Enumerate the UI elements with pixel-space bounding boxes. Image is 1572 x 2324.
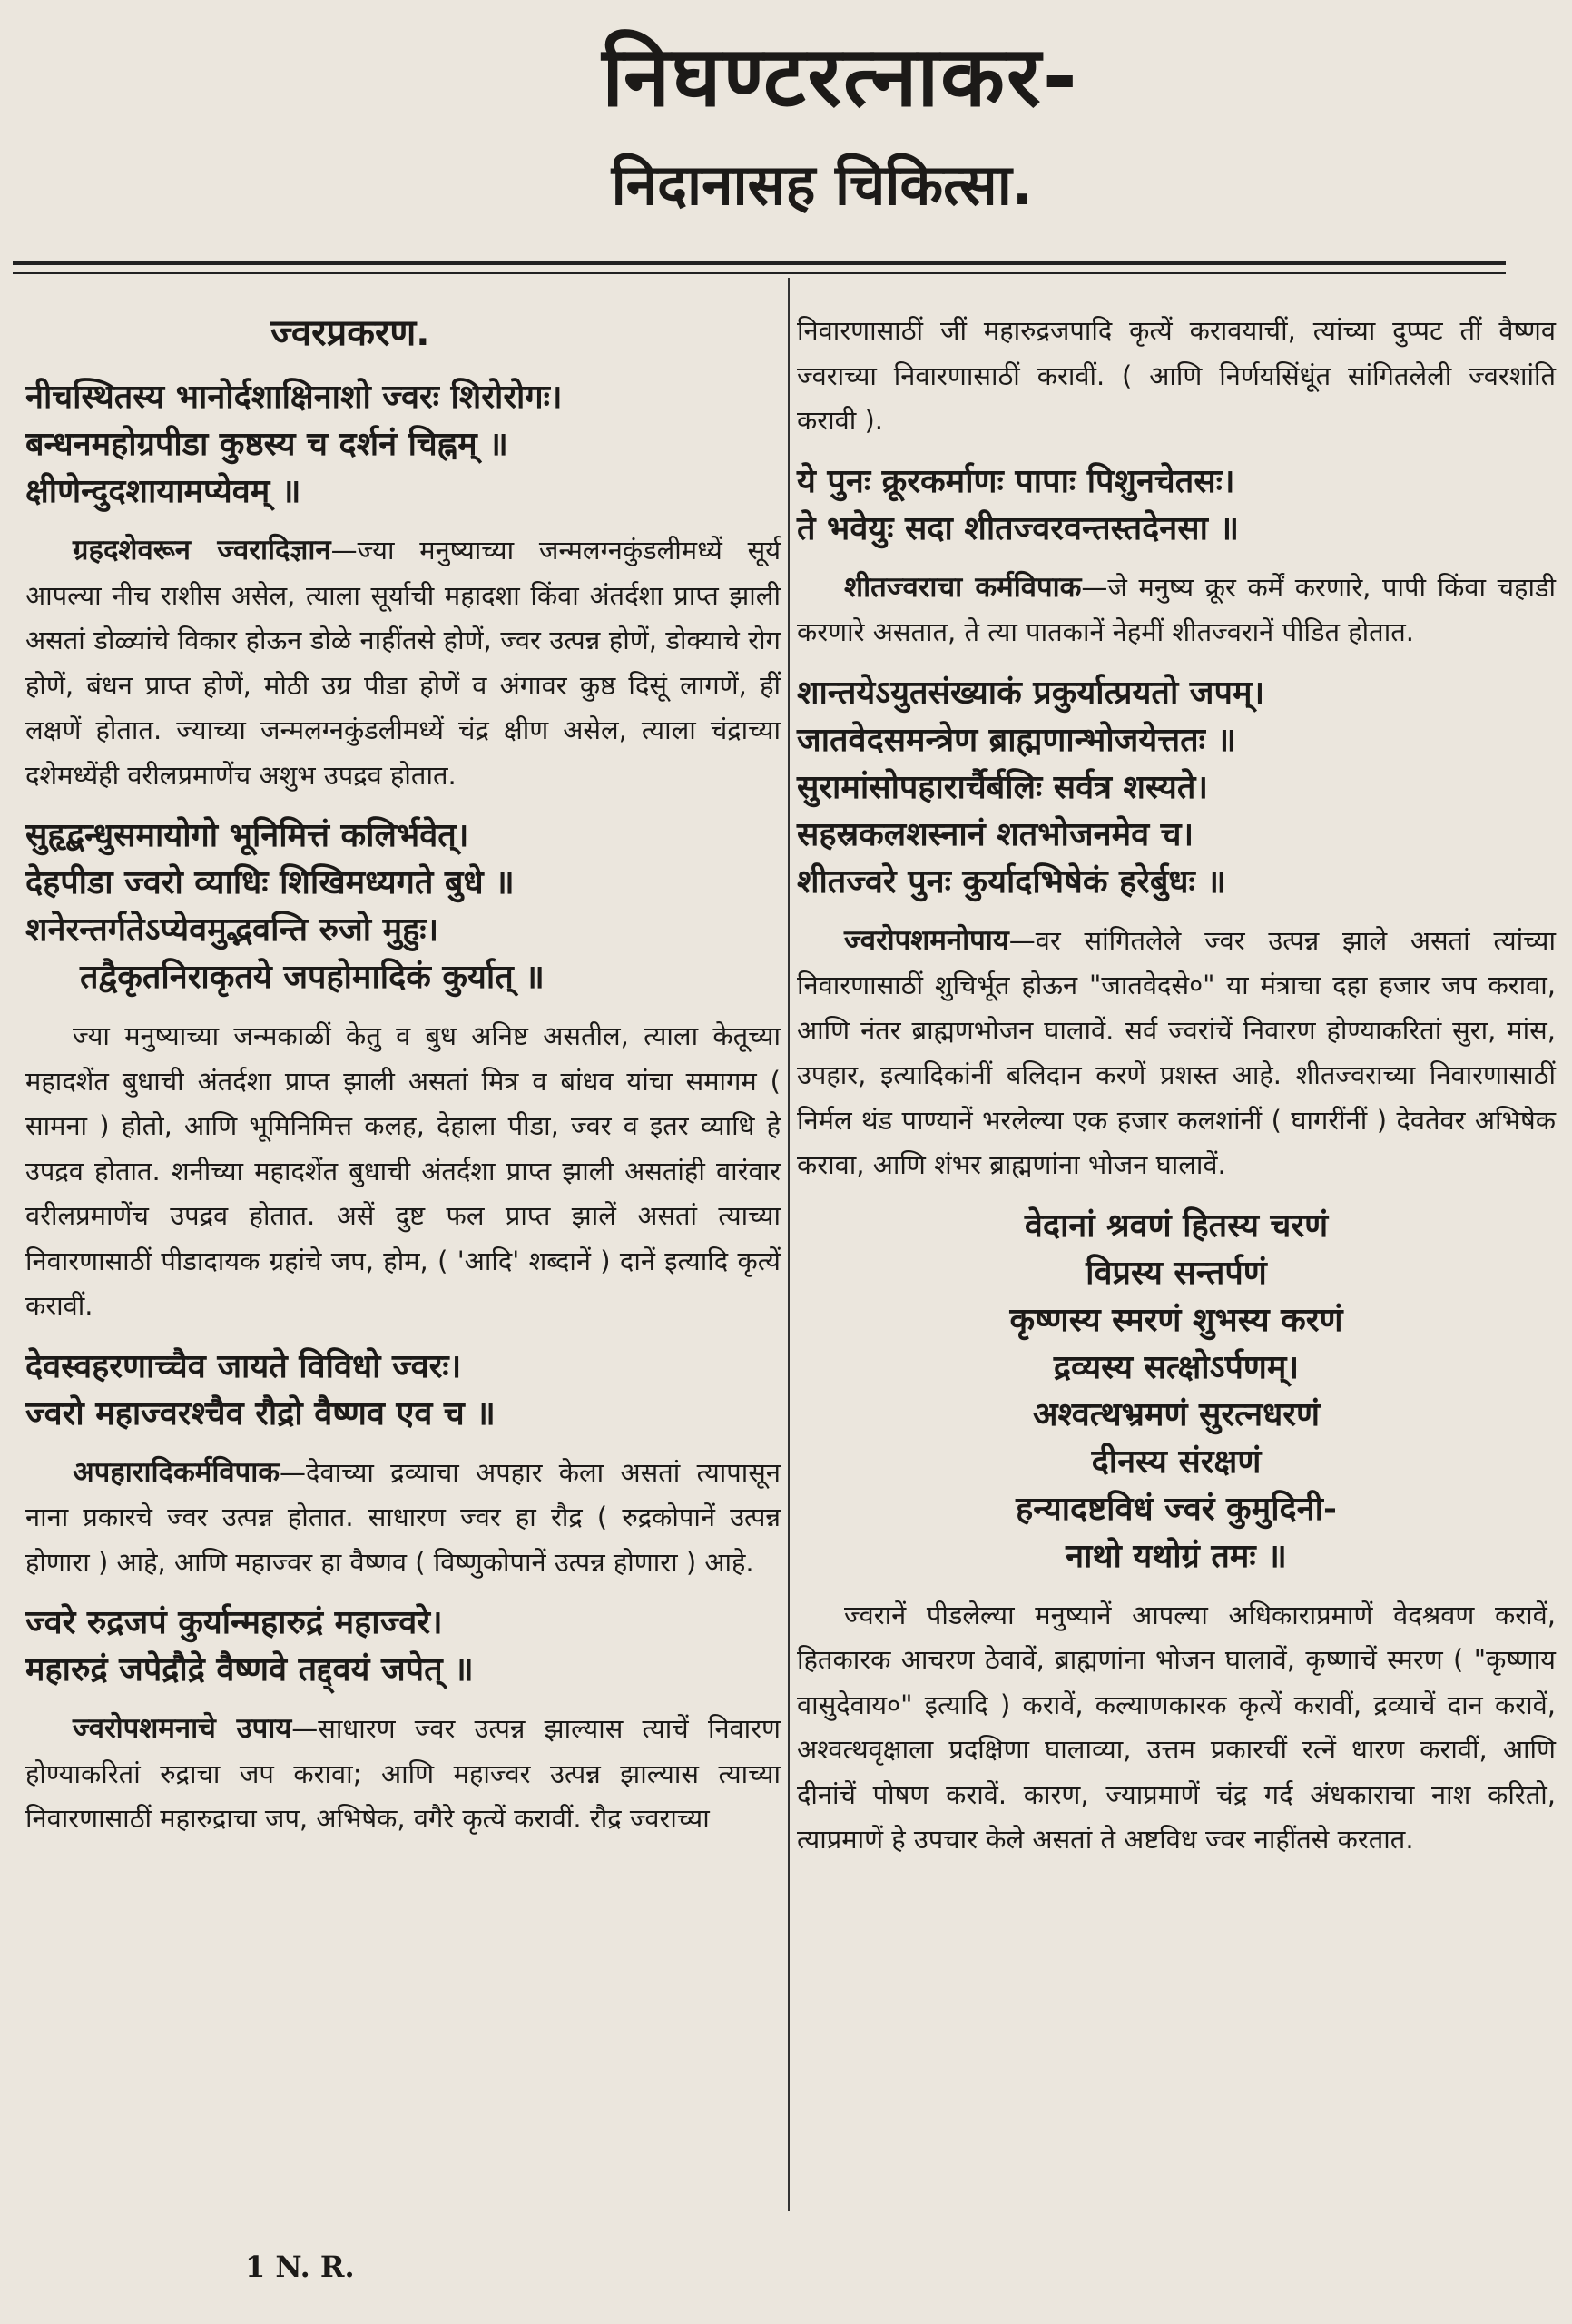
verse-line: वेदानां श्रवणं हितस्य चरणं (1024, 1206, 1329, 1245)
sanskrit-verse (797, 670, 1556, 906)
sanskrit-verse (797, 458, 1556, 553)
commentary-paragraph (25, 528, 781, 798)
verse-line: देवस्वहरणाच्चैव जायते विविधो ज्वरः। (25, 1347, 462, 1385)
verse-line: क्षीणेन्दुदशायामप्येवम् ॥ (25, 473, 301, 510)
sanskrit-verse (797, 1203, 1556, 1581)
paragraph-text: —साधारण ज्वर उत्पन्न झाल्यास त्याचें निवारण होण्याकरितां रुद्राचा जप करावा; आणि महाज्वर उत्पन्न झाल्यास त्याच्या निवारणासाठीं महारुद्राचा जप, अभिषेक, वगैरे कृत्यें करावीं. रौद्र ज्वराच्या (25, 1713, 781, 1834)
commentary-paragraph (25, 1451, 781, 1586)
verse-line: हन्यादष्टविधं ज्वरं कुमुदिनी- (1016, 1490, 1337, 1528)
verse-line: दीनस्य संरक्षणं (1091, 1443, 1262, 1481)
commentary-paragraph (25, 1014, 781, 1329)
verse-line: ये पुनः क्रूरकर्माणः पापाः पिशुनचेतसः। (797, 462, 1235, 500)
paragraph-label: ज्वरोपशमनाचे उपाय (73, 1712, 292, 1745)
paragraph-text: —जे मनुष्य क्रूर कर्में करणारे, पापी किंवा चहाडी करणारे असतात, ते त्या पातकानें नेहमीं शीतज्वरानें पीडित होतात. (797, 571, 1556, 647)
verse-line: अश्वत्थभ्रमणं सुरत्नधरणं (1032, 1395, 1321, 1433)
verse-line: शान्तयेऽयुतसंख्याकं प्रकुर्यात्प्रयतो जपम्। (797, 674, 1265, 712)
header-rule-thin (13, 272, 1506, 274)
paragraph-label: ज्वरोपशमनोपाय (844, 923, 1009, 957)
paragraph-label: ग्रहदशेवरून ज्वरादिज्ञान (73, 534, 331, 566)
verse-line: द्रव्यस्य सत्क्षोऽर्पणम्। (1053, 1348, 1300, 1386)
signature-mark: 1 N. R. (245, 2250, 355, 2284)
paragraph-label: शीतज्वराचा कर्मविपाक (844, 570, 1082, 604)
sanskrit-verse (25, 812, 781, 1001)
right-column (797, 309, 1556, 1877)
paragraph-text: ज्या मनुष्याच्या जन्मकाळीं केतु व बुध अनिष्ट असतील, त्याला केतूच्या महादशेंत बुधाची अंतर्दशा प्राप्त झाली असतां मित्र व बांधव यांचा समागम ( सामना ) होतो, आणि भूमिनिमित्त कलह, देहाला पीडा, ज्वर व इतर व्याधि हे उपद्रव होतात. शनीच्या महादशेंत बुधाची अंतर्दशा प्राप्त झाली असतांही वारंवार वरीलप्रमाणेंच उपद्रव होतात. असें दुष्ट फल प्राप्त झालें असतां त्याच्या निवारणासाठीं पीडादायक ग्रहांचे जप, होम, ( 'आदि' शब्दानें ) दानें इत्यादि कृत्यें करावीं. (25, 1020, 781, 1321)
verse-line: नाथो यथोग्रं तमः ॥ (1066, 1537, 1287, 1575)
paragraph-label: अपहारादिकर्मविपाक (73, 1455, 280, 1489)
verse-line: बन्धनमहोग्रपीडा कुष्ठस्य च दर्शनं चिह्नम् ॥ (25, 426, 508, 463)
page-subtitle: निदानासह चिकित्सा. (611, 152, 1034, 218)
verse-line: कृष्णस्य स्मरणं शुभस्य करणं (1009, 1301, 1343, 1339)
paragraph-text: निवारणासाठीं जीं महारुद्रजपादि कृत्यें करावयाचीं, त्यांच्या दुप्पट तीं वैष्णव ज्वराच्या निवारणासाठीं करावीं. ( आणि निर्णयसिंधूंत सांगितलेली ज्वरशांति करावी ). (797, 315, 1556, 436)
page-header (0, 18, 1572, 223)
paragraph-text: —वर सांगितलेले ज्वर उत्पन्न झाले असतां त्यांच्या निवारणासाठीं शुचिर्भूत होऊन "जातवेदसे०" या मंत्राचा दहा हजार जप करावा, आणि नंतर ब्राह्मणभोजन घालावें. सर्व ज्वरांचें निवारण होण्याकरितां सुरा, मांस, उपहार, इत्यादिकांनीं बलिदान करणें प्रशस्त आहे. शीतज्वराच्या निवारणासाठीं निर्मल थंड पाण्यानें भरलेल्या एक हजार कलशांनीं ( घागरींनीं ) देवतेवर अभिषेक करावा, आणि शंभर ब्राह्मणांना भोजन घालावें. (797, 924, 1556, 1180)
paragraph-text: —ज्या मनुष्याच्या जन्मलग्नकुंडलीमध्यें सूर्य आपल्या नीच राशीस असेल, त्याला सूर्याची महादशा किंवा अंतर्दशा प्राप्त झाली असतां डोळ्यांचे विकार होऊन डोळे नाहींतसे होणें, ज्वर उत्पन्न होणें, डोक्याचे रोग होणें, बंधन प्राप्त होणें, मोठी उग्र पीडा होणें व अंगावर कुष्ठ दिसूं लागणें, हीं लक्षणें होतात. ज्याच्या जन्मलग्नकुंडलीमध्यें चंद्र क्षीण असेल, त्याला चंद्राच्या दशेमध्येंही वरीलप्रमाणेंच अशुभ उपद्रव होतात. (25, 535, 781, 791)
verse-line: शीतज्वरे पुनः कुर्यादभिषेकं हरेर्बुधः ॥ (797, 862, 1226, 901)
verse-line: नीचस्थितस्य भानोर्दशाक्षिनाशो ज्वरः शिरोरोगः। (25, 379, 563, 416)
commentary-paragraph (797, 919, 1556, 1188)
verse-line: सुरामांसोपहारार्चैर्बलिः सर्वत्र शस्यते। (797, 768, 1209, 806)
verse-line: महारुद्रं जपेद्रौद्रे वैष्णवे तद्द्वयं जपेत् ॥ (25, 1651, 474, 1689)
verse-line: जातवेदसमन्त्रेण ब्राह्मणान्भोजयेत्ततः ॥ (797, 721, 1237, 759)
sanskrit-verse (25, 1344, 781, 1438)
sanskrit-verse (25, 374, 781, 516)
verse-line: ज्वरे रुद्रजपं कुर्यान्महारुद्रं महाज्वरे। (25, 1604, 443, 1641)
header-rule-thick (13, 261, 1506, 265)
verse-line: तद्वैकृतनिराकृतये जपहोमादिकं कुर्यात् ॥ (80, 959, 545, 996)
column-divider (788, 278, 790, 2211)
page-title: निघण्टरत्नाकर- (602, 28, 1079, 125)
verse-line: सहस्रकलशस्नानं शतभोजनमेव च। (797, 815, 1194, 853)
verse-line: सुहृद्बन्धुसमायोगो भूनिमित्तं कलिर्भवेत्। (25, 817, 469, 854)
commentary-paragraph (797, 1593, 1556, 1863)
commentary-paragraph (797, 309, 1556, 444)
section-heading: ज्वरप्रकरण. (270, 312, 430, 354)
left-column (25, 309, 781, 1856)
paragraph-text: —देवाच्या द्रव्याचा अपहार केला असतां त्यापासून नाना प्रकारचे ज्वर उत्पन्न होतात. साधारण ज्वर हा रौद्र ( रुद्रकोपानें उत्पन्न होणारा ) आहे, आणि महाज्वर हा वैष्णव ( विष्णुकोपानें उत्पन्न होणारा ) आहे. (25, 1456, 781, 1578)
verse-line: ज्वरो महाज्वरश्चैव रौद्रो वैष्णव एव च ॥ (25, 1394, 496, 1433)
verse-line: विप्रस्य सन्तर्पणं (1086, 1254, 1267, 1292)
paragraph-text: ज्वरानें पीडलेल्या मनुष्यानें आपल्या अधिकाराप्रमाणें वेदश्रवण करावें, हितकारक आचरण ठेवावें, ब्राह्मणांना भोजन घालावें, कृष्णाचें स्मरण ( "कृष्णाय वासुदेवाय०" इत्यादि ) करावें, कल्याणकारक कृत्यें करावीं, द्रव्याचें दान करावें, अश्वत्थवृक्षाला प्रदक्षिणा घालाव्या, उत्तम प्रकारचीं रत्नें धारण करावीं, आणि दीनांचें पोषण करावें. कारण, ज्याप्रमाणें चंद्र गर्द अंधकाराचा नाश करितो, त्याप्रमाणें हे उपचार केले असतां ते अष्टविध ज्वर नाहींतसे करतात. (797, 1599, 1556, 1855)
verse-line: ते भवेयुः सदा शीतज्वरवन्तस्तदेनसा ॥ (797, 509, 1240, 547)
verse-line: देहपीडा ज्वरो व्याधिः शिखिमध्यगते बुधे ॥ (25, 864, 515, 901)
commentary-paragraph (25, 1707, 781, 1842)
commentary-paragraph (797, 566, 1556, 655)
sanskrit-verse (25, 1600, 781, 1694)
verse-line: शनेरन्तर्गतेऽप्येवमुद्भवन्ति रुजो मुहुः। (25, 911, 439, 949)
